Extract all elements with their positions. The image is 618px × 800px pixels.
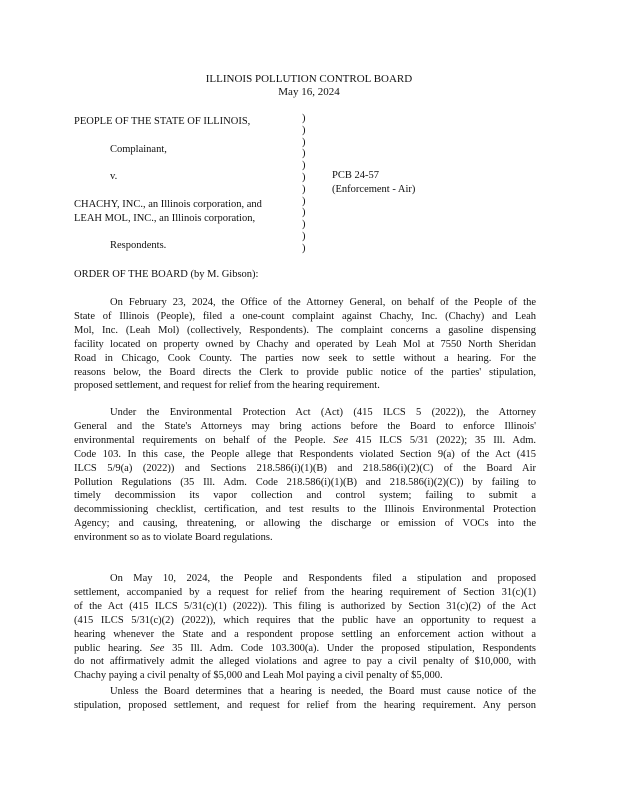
case-caption	[74, 113, 544, 253]
caption-bracket: ) ) ) ) ) ) ) ) ) ) ) )	[302, 113, 306, 254]
paragraph-4	[74, 685, 536, 713]
paragraph-line: Chachy paying a civil penalty of $5,000 and Leah Mol paying a civil penalty of $5,000.	[74, 670, 443, 682]
paragraph-2	[74, 406, 536, 545]
paragraph-line: facility located on property owned by Chachy and operated by Leah Mol at 7550 North Sheridan	[74, 338, 536, 350]
paragraph-line: hearing whenever the State and a respondent propose settling an enforcement action without a	[74, 628, 536, 640]
paragraph-line	[74, 434, 536, 448]
respondent-line-2: LEAH MOL, INC., an Illinois corporation,	[74, 213, 256, 224]
paragraph-text: 35 Ill. Adm. Code 103.300(a). Under the proposed stipulation, Respondents	[172, 642, 536, 654]
paragraph-text: 415 ILCS 5/31 (2022); 35 Ill. Adm.	[355, 434, 536, 446]
paragraph-line: decommissioning checklist, certification, and test results to the Illinois Environmental Protection	[74, 504, 536, 516]
paragraph-line: do not affirmatively admit the alleged violations and agree to pay a civil penalty of $10,000, with	[74, 656, 536, 668]
paragraph-line: Under the Environmental Protection Act (Act) (415 ILCS 5 (2022)), the Attorney	[110, 407, 536, 418]
paragraph-line: State of Illinois (People), filed a one-count complaint against Chachy, Inc. (Chachy) and Leah	[74, 310, 536, 322]
paragraph-line: timely decommission its vapor collection and control system; failing to submit a	[74, 490, 536, 502]
order-heading: ORDER OF THE BOARD (by M. Gibson):	[74, 269, 259, 280]
paragraph-line	[74, 642, 536, 656]
paragraph-line: Unless the Board determines that a hearing is needed, the Board must cause notice of the	[110, 686, 536, 697]
order-date: May 16, 2024	[278, 86, 340, 98]
respondent-line-1: CHACHY, INC., an Illinois corporation, and	[74, 199, 262, 210]
paragraph-text: environmental requirements on behalf of the People.	[74, 434, 326, 446]
paragraph-line: On February 23, 2024, the Office of the Attorney General, on behalf of the People of the	[110, 297, 536, 308]
case-number: PCB 24-57	[332, 170, 379, 181]
complainant-label: Complainant,	[110, 144, 167, 155]
case-info	[332, 169, 415, 197]
paragraph-line: Mol, Inc. (Leah Mol) (collectively, Respondents). The complaint concerns a gasoline dispensing	[74, 324, 536, 336]
versus-label: v.	[110, 171, 118, 182]
paragraph-text: public hearing.	[74, 642, 143, 654]
paragraph-line: environment so as to violate Board regulations.	[74, 532, 273, 544]
paragraph-line: (415 ILCS 5/31(c)(2) (2022)), which requires that the public have an opportunity to request a	[74, 614, 536, 626]
paragraph-line: stipulation, proposed settlement, and request for relief from the hearing requirement. Any person	[74, 699, 536, 711]
paragraph-line: Agency; and causing, threatening, or allowing the discharge or emission of VOCs into the	[74, 518, 536, 530]
citation-signal: See	[333, 434, 348, 446]
paragraph-line: Code 103. In this case, the People allege that Respondents violated Section 9(a) of the Act (415	[74, 448, 536, 460]
paragraph-line: General and the State's Attorneys may bring actions before the Board to enforce Illinois'	[74, 420, 536, 432]
respondents-label: Respondents.	[110, 240, 167, 251]
paragraph-line: proposed settlement, and request for relief from the hearing requirement.	[74, 380, 380, 392]
document-header	[0, 73, 618, 99]
paragraph-line: Pollution Regulations (35 Ill. Adm. Code 218.586(i)(1)(B) and 218.586(i)(2)(C)) by failing to	[74, 476, 536, 488]
paragraph-line: settlement, accompanied by a request for relief from the hearing requirement of Section 31(c)(1)	[74, 586, 536, 598]
paragraph-line: reasons below, the Board directs the Clerk to provide public notice of the parties' stipulation,	[74, 366, 536, 378]
paragraph-3	[74, 572, 536, 683]
paragraph-line: Road in Chicago, Cook County. The parties now seek to settle without a hearing. For the	[74, 352, 536, 364]
case-type: (Enforcement - Air)	[332, 183, 416, 195]
paragraph-1	[74, 296, 536, 393]
paragraph-line: On May 10, 2024, the People and Respondents filed a stipulation and proposed	[110, 573, 536, 584]
paragraph-line: ILCS 5/9(a) (2022)) and Sections 218.586(i)(1)(B) and 218.586(i)(2)(C) of the Board Air	[74, 462, 536, 474]
paragraph-line: of the Act (415 ILCS 5/31(c)(1) (2022)). This filing is authorized by Section 31(c)(2) of the Act	[74, 600, 536, 612]
citation-signal: See	[149, 642, 165, 654]
plaintiff-name: PEOPLE OF THE STATE OF ILLINOIS,	[74, 116, 251, 127]
board-name: ILLINOIS POLLUTION CONTROL BOARD	[205, 73, 413, 85]
